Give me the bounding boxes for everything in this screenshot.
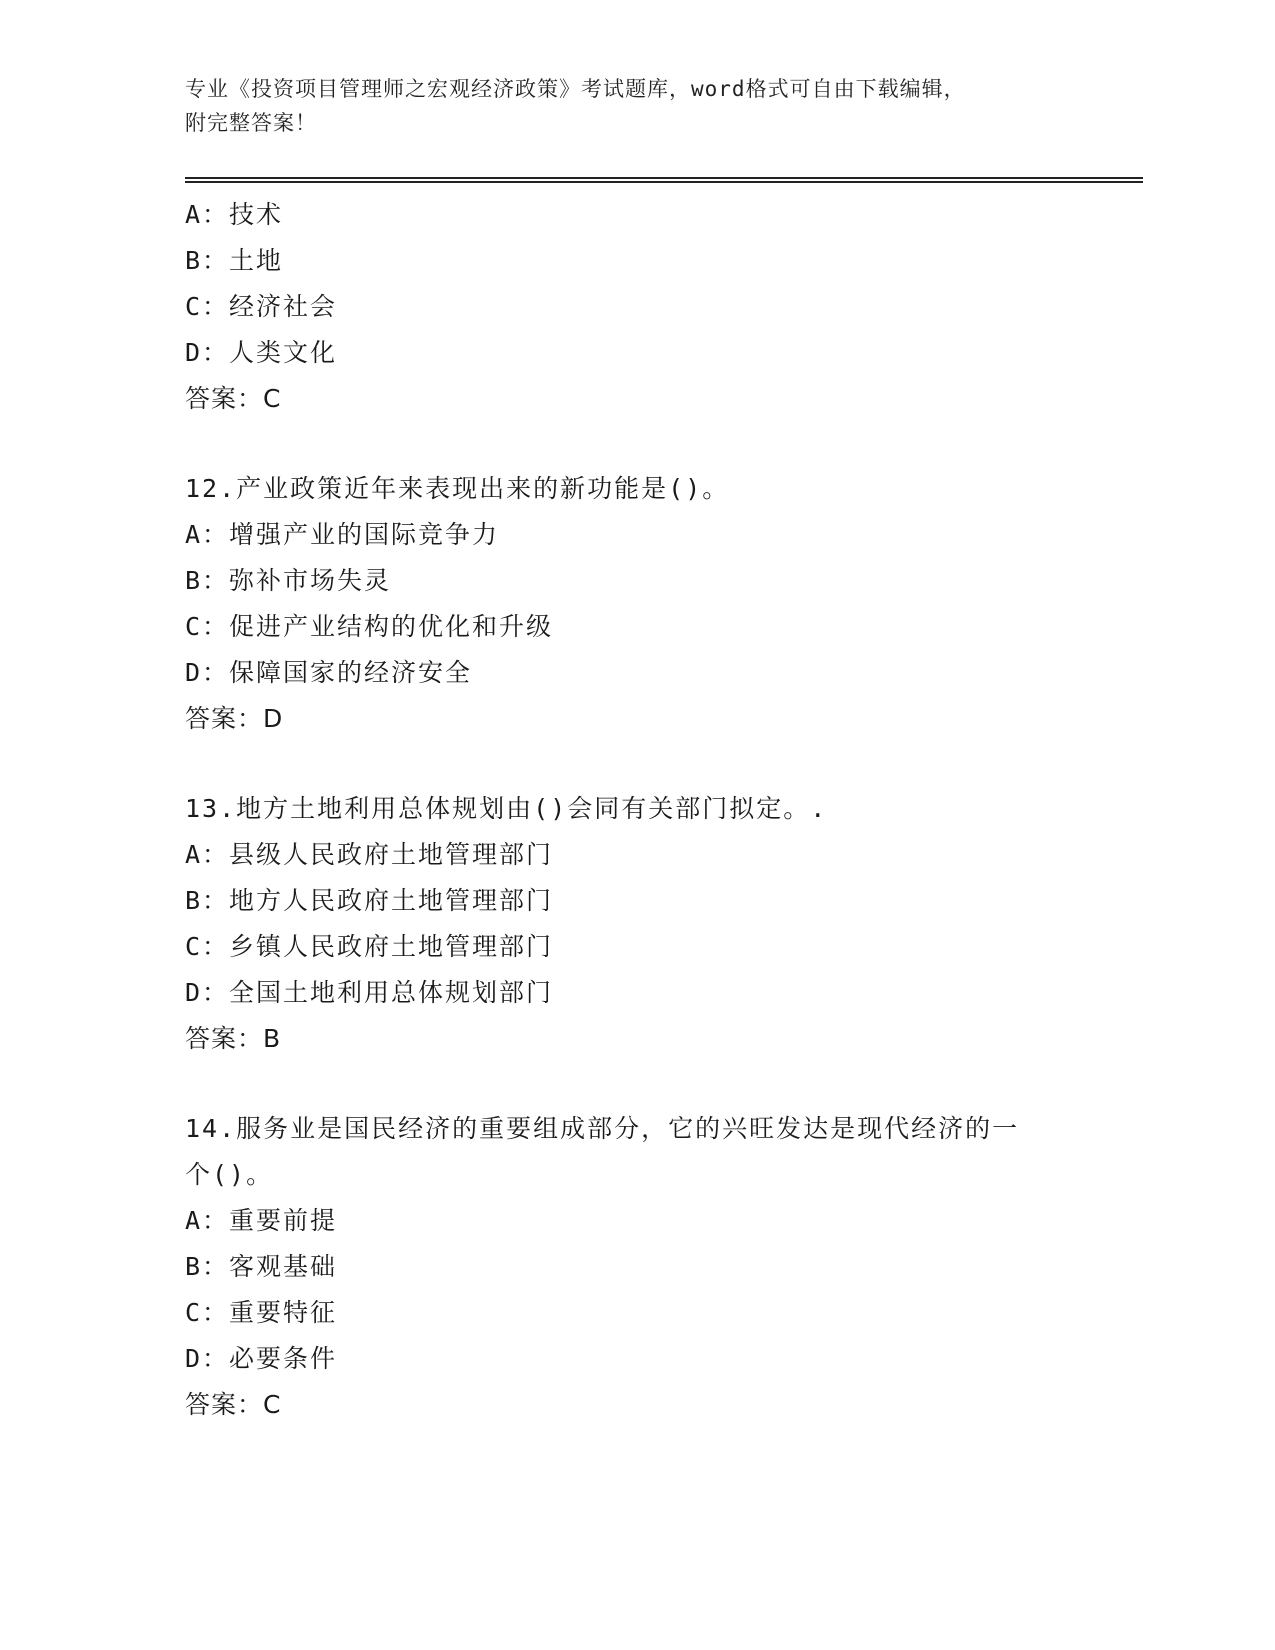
option-d: D：保障国家的经济安全 (185, 658, 473, 687)
option-c: C：乡镇人民政府土地管理部门 (185, 932, 554, 961)
option-a: A：增强产业的国际竞争力 (185, 520, 500, 549)
header-rule-top (185, 177, 1143, 179)
spacer (185, 1062, 1085, 1106)
option-d: D：人类文化 (185, 338, 338, 367)
question-text-line-1: 14.服务业是国民经济的重要组成部分，它的兴旺发达是现代经济的一 (185, 1114, 1020, 1143)
option-b: B：客观基础 (185, 1252, 338, 1281)
answer: 答案：D (185, 704, 284, 733)
header-line-1: 专业《投资项目管理师之宏观经济政策》考试题库，word格式可自由下载编辑， (185, 77, 966, 101)
option-b: B：地方人民政府土地管理部门 (185, 886, 554, 915)
question-12 (185, 466, 1085, 742)
answer: 答案：C (185, 1390, 282, 1419)
header-line-2: 附完整答案！ (185, 111, 317, 135)
document-header (185, 72, 1085, 140)
option-a: A：重要前提 (185, 1206, 338, 1235)
option-b: B：土地 (185, 246, 284, 275)
option-c: C：经济社会 (185, 292, 338, 321)
answer: 答案：B (185, 1024, 282, 1053)
spacer (185, 422, 1085, 466)
option-d: D：必要条件 (185, 1344, 338, 1373)
question-list (185, 192, 1085, 1428)
option-a: A：技术 (185, 200, 284, 229)
header-rule-bottom (185, 181, 1143, 183)
option-c: C：促进产业结构的优化和升级 (185, 612, 554, 641)
spacer (185, 742, 1085, 786)
question-text-line-2: 个()。 (185, 1160, 274, 1189)
option-d: D：全国土地利用总体规划部门 (185, 978, 554, 1007)
option-c: C：重要特征 (185, 1298, 338, 1327)
option-a: A：县级人民政府土地管理部门 (185, 840, 554, 869)
question-text: 12.产业政策近年来表现出来的新功能是()。 (185, 474, 730, 503)
question-11 (185, 192, 1085, 422)
question-text: 13.地方土地利用总体规划由()会同有关部门拟定。. (185, 794, 828, 823)
question-14 (185, 1106, 1085, 1428)
answer: 答案：C (185, 384, 282, 413)
option-b: B：弥补市场失灵 (185, 566, 392, 595)
question-13 (185, 786, 1085, 1062)
